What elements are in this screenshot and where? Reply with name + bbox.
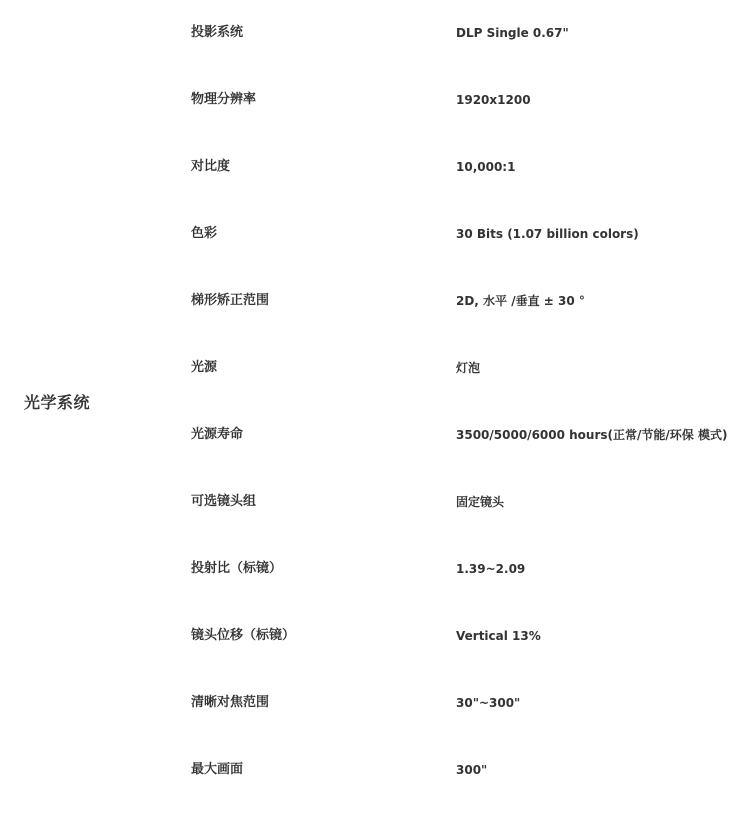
spec-value: 1920x1200: [456, 93, 531, 107]
spec-row-contrast: [0, 155, 741, 179]
spec-value: DLP Single 0.67": [456, 26, 569, 40]
spec-value: 30 Bits (1.07 billion colors): [456, 227, 639, 241]
spec-label: 对比度: [191, 159, 231, 174]
spec-row-color: [0, 222, 741, 246]
category-label: 光学系统: [24, 393, 91, 412]
spec-row-lens-shift: [0, 624, 741, 648]
spec-row-light-life: [0, 423, 741, 447]
spec-value: 灯泡: [456, 361, 481, 375]
spec-row-light-source: [0, 356, 741, 380]
spec-label: 投影系统: [191, 25, 244, 40]
spec-row-native-resolution: [0, 88, 741, 112]
spec-value: 30"~300": [456, 696, 521, 710]
spec-value: 固定镜头: [456, 495, 505, 509]
spec-value: 300": [456, 763, 488, 777]
spec-label: 物理分辨率: [191, 92, 257, 107]
spec-label: 最大画面: [191, 762, 244, 777]
spec-label: 光源寿命: [191, 427, 244, 442]
spec-label: 光源: [191, 360, 218, 375]
spec-label: 梯形矫正范围: [191, 293, 270, 308]
spec-value: 10,000:1: [456, 160, 516, 174]
spec-value: 1.39~2.09: [456, 562, 526, 576]
spec-value: Vertical 13%: [456, 629, 541, 643]
spec-row-projection-system: [0, 21, 741, 45]
spec-row-throw-ratio: [0, 557, 741, 581]
spec-label: 清晰对焦范围: [191, 695, 270, 710]
spec-row-keystone: [0, 289, 741, 313]
spec-row-focus-range: [0, 691, 741, 715]
spec-label: 可选镜头组: [191, 494, 257, 509]
spec-label: 镜头位移（标镜）: [191, 628, 296, 643]
spec-value: 2D, 水平 /垂直 ± 30 °: [456, 294, 585, 308]
spec-label: 投射比（标镜）: [191, 561, 283, 576]
spec-label: 色彩: [191, 226, 218, 241]
spec-row-max-image: [0, 758, 741, 782]
spec-row-lens-options: [0, 490, 741, 514]
spec-value: 3500/5000/6000 hours(正常/节能/环保 模式): [456, 428, 728, 442]
